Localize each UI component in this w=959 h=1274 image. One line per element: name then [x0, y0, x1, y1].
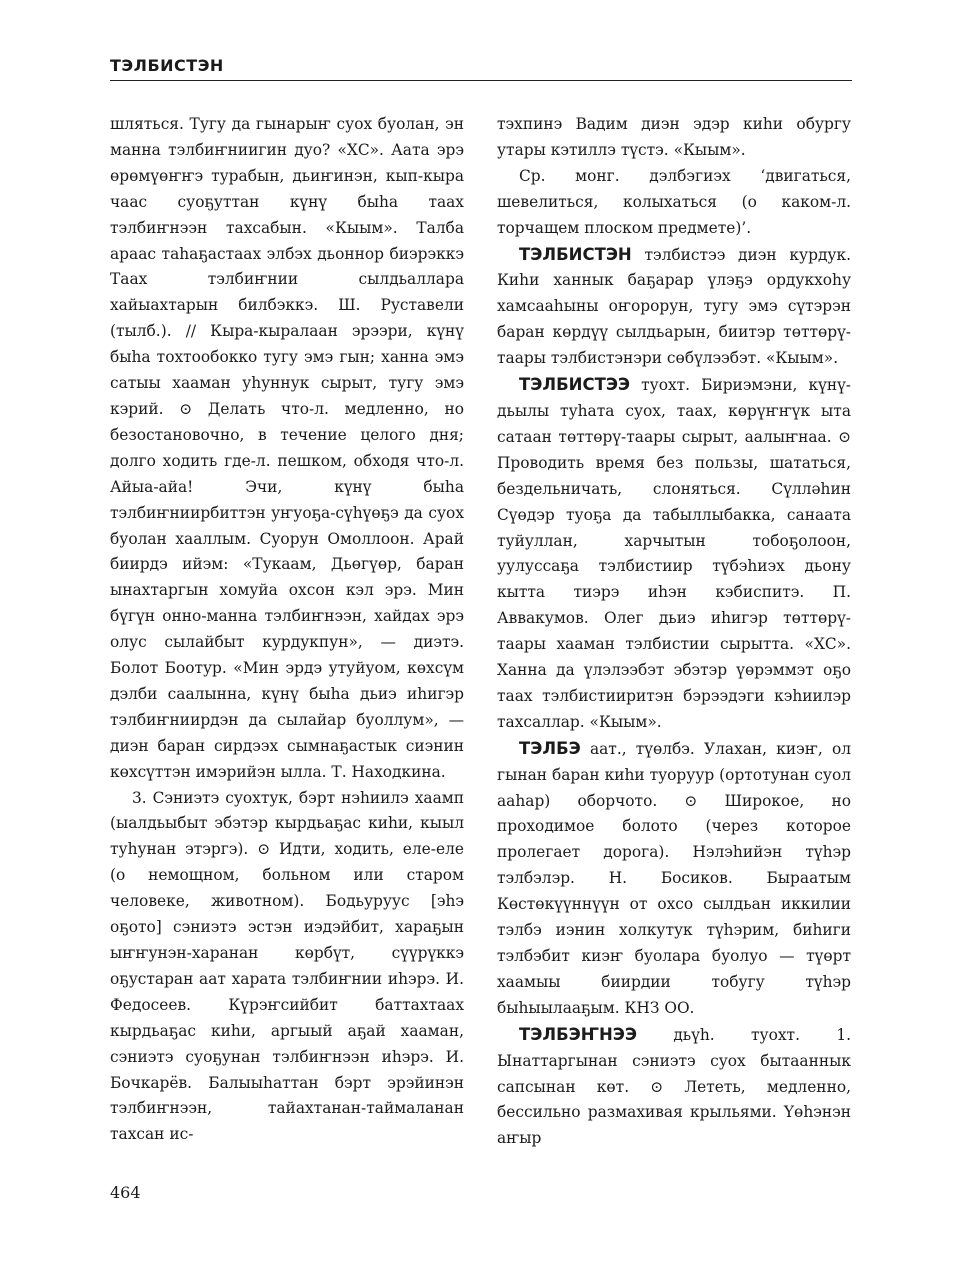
headword-telbisten: ТЭЛБИСТЭН: [519, 244, 632, 264]
right-column: [497, 112, 851, 1152]
entry-telbisten: [497, 242, 851, 373]
headword-telbistee: ТЭЛБИСТЭЭ: [519, 375, 631, 395]
entry-telbe-body: аат., түөлбэ. Улахан, киэҥ, ол гынан баран киһи туоруур (ортотунан суол ааһар) оборчото. ⊙ Широкое, но проходимое болото (через которое пролегает дорога). Нэлэһийэн түһэр тэлбэлэр. Н. Босиков. Быраатым Көстөкүүннүүн от охсо сылдьан иккилии тэлбэ иэнин холкутук түһэрим, биһиги тэлбэбит киэҥ буолара буолуо — түөрт хаамыы биирдии тобугу түһэр быһыылааҕым. КНЗ ОО.: [497, 739, 851, 1017]
entry-telbe: [497, 736, 851, 1022]
headword-telbengnee: ТЭЛБЭҤНЭЭ: [519, 1024, 637, 1044]
entry-telbengnee: [497, 1022, 851, 1153]
left-column: [110, 112, 464, 1148]
entry-telbengnee-body: дьүһ. туохт. 1. Ынаттаргынан сэниэтэ суох бытааннык сапсынан көт. ⊙ Лететь, медленно, бессильно размахивая крыльями. Үөһэнэн аҥыр: [497, 1025, 851, 1148]
entry-telbisten-body: тэлбистээ диэн курдук. Киһи ханнык баҕарар үлэҕэ ордукхоһу хамсааһыны оҥорорун, тугу эмэ сүтэрэн баран көрдүү сылдьарын, биитэр төттөрү-таары тэлбистэнэри сөбүлээбэт. «Кыым».: [497, 245, 851, 368]
entry-telbistee: [497, 372, 851, 736]
running-header-title: ТЭЛБИСТЭН: [110, 56, 224, 75]
headword-telbe: ТЭЛБЭ: [519, 738, 581, 758]
left-paragraph-1: шляться. Тугу да гынарыҥ суох буолан, эн манна тэлбиҥниигин дуо? «ХС». Аата эрэ өрөмүөҥҥэ турабын, дьиҥинэн, кып-кыра чаас суоҕуттан күнү быһа таах тэлбиҥнээн тахсабын. «Кыым». Талба араас таһаҕастаах элбэх дьоннор биэрэккэ Таах тэлбиҥнии сылдьаллара хайыахтарын билбэккэ. Ш. Руставели (тылб.). // Кыра-кыралаан эрээри, күнү быһа тохтообокко тугу эмэ гын; ханна эмэ сатыы хааман уһуннук сырыт, тугу эмэ кэрий. ⊙ Делать что-л. медленно, но безостановочно, в течение целого дня; долго ходить где-л. пешком, обходя что-л. Айыа-айа! Эчи, күнү быһа тэлбиҥниирбиттэн уҥуоҕа-сүһүөҕэ да суох буолан хааллым. Суорун Омоллоон. Арай биирдэ ийэм: «Тукаам, Дьөгүөр, баран ынахтаргын хомуйа охсон кэл эрэ. Мин бүгүн онно-манна тэлбиҥнээн, хайдах эрэ олус сылайбыт курдукпун», — диэтэ. Болот Боотур. «Мин эрдэ утуйуом, көхсүм дэлби саалынна, күнү быһа дьиэ иһигэр тэлбиҥниирдэн да сылайар буоллум», — диэн баран сирдээх сымнаҕастык сиэнин көхсүттэн имэрийэн ылла. Т. Находкина.: [110, 115, 464, 781]
right-paragraph-1: тэхпинэ Вадим диэн эдэр киһи обургу утары кэтиллэ түстэ. «Кыым».: [497, 115, 851, 159]
left-paragraph-2: 3. Сэниэтэ суохтук, бэрт нэһиилэ хаамп (ыалдьыбыт эбэтэр кырдьаҕас киһи, кыыл туһунан этэргэ). ⊙ Идти, ходить, еле-еле (о немощном, больном или старом человеке, животном). Бодьуруус [эһэ оҕото] сэниэтэ эстэн иэдэйбит, хараҕын ыҥҥунэн-харанан көрбүт, сүүрүккэ оҕустаран аат харата тэлбиҥнии иһэрэ. И. Федосеев. Күрэҥсийбит баттахтаах кырдьаҕас киһи, аргыый аҕай хааман, сэниэтэ суоҕунан тэлбиҥнээн иһэрэ. И. Бочкарёв. Балыыһаттан бэрт эрэйинэн тэлбиҥнээн, тайахтанан-таймаланан тахсан ис-: [110, 788, 464, 1144]
right-paragraph-2: Ср. монг. дэлбэгиэх ‘двигаться, шевелиться, колыхаться (о каком-л. торчащем плоском предмете)’.: [497, 166, 851, 237]
running-header: [110, 56, 852, 81]
page-number: 464: [110, 1183, 141, 1202]
entry-telbistee-body: туохт. Бириэмэни, күнү-дьылы туһата суох, таах, көрүҥҥүк ыта сатаан төттөрү-таары сырыт, аалыҥнаа. ⊙ Проводить время без пользы, шататься, бездельничать, слоняться. Сүлләһин Сүөдэр туоҕа да табыллыбакка, санаата туйуллан, харчытын тобоҕолоон, уулуссаҕа тэлбистиир түбэһиэх дьону кытта тиэрэ иһэн кэбиспитэ. П. Аввакумов. Олег дьиэ иһигэр төттөрү-таары хааман тэлбистии сырытта. «ХС». Ханна да үлэлээбэт эбэтэр үөрэммэт оҕо таах тэлбистииритэн бэрээдэги кэһиилэр тахсаллар. «Кыым».: [497, 376, 851, 731]
